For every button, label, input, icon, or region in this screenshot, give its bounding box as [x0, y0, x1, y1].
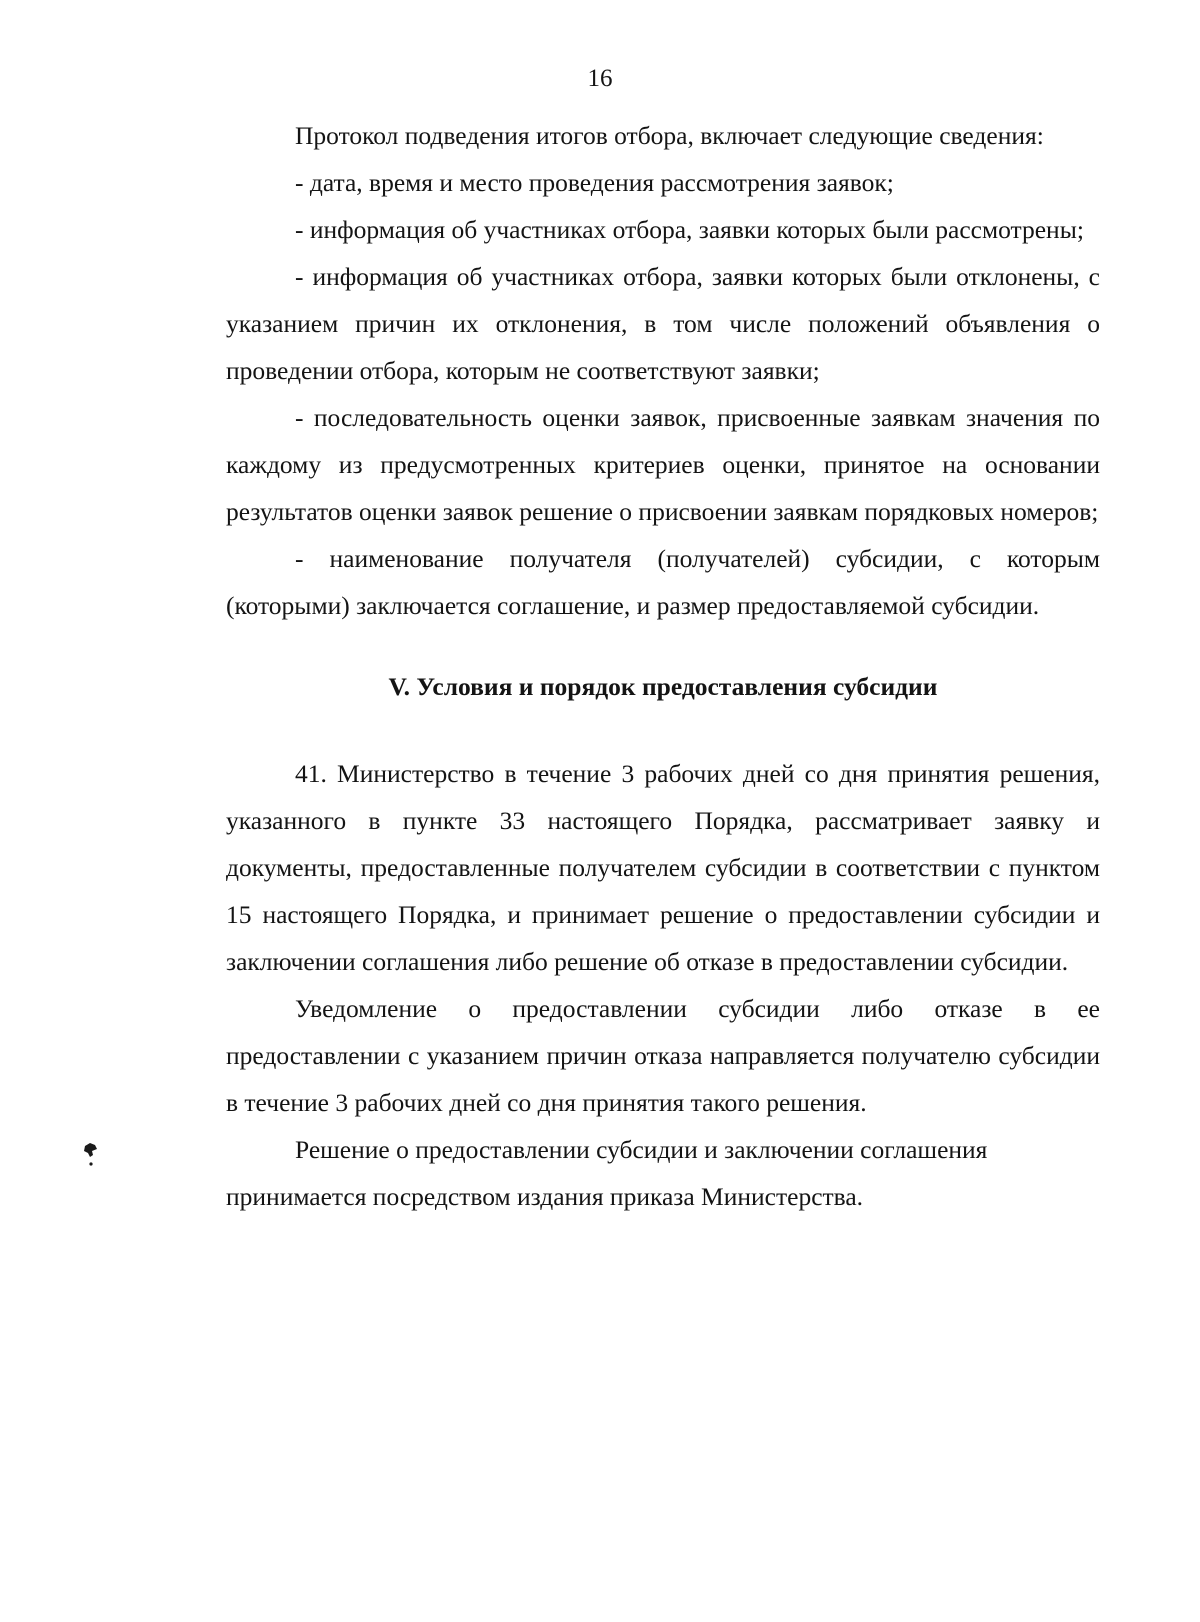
page-number: 16 [587, 65, 613, 92]
list-item-date-time-place: - дата, время и место проведения рассмотрения заявок; [295, 168, 894, 197]
scan-speck-mark [82, 1142, 98, 1168]
document-body [226, 112, 1100, 1220]
list-item-considered-participants: - информация об участниках отбора, заявки которых были рассмотрены; [295, 215, 1084, 244]
paragraph-notification: Уведомление о предоставлении субсидии либо отказе в ее предоставлении с указанием причин отказа направляется получателю субсидии в течение 3 рабочих дней со дня принятия такого решения. [226, 994, 1100, 1117]
list-item-evaluation-sequence: - последовательность оценки заявок, присвоенные заявкам значения по каждому из предусмотренных критериев оценки, принятое на основании результатов оценки заявок решение о присвоении заявкам порядковых номеров; [226, 403, 1100, 526]
list-item-rejected-participants: - информация об участниках отбора, заявки которых были отклонены, с указанием причин их отклонения, в том числе положений объявления о проведении отбора, которым не соответствуют заявки; [226, 262, 1100, 385]
section-heading: V. Условия и порядок предоставления субсидии [388, 672, 938, 701]
paragraph-protocol: Протокол подведения итогов отбора, включает следующие сведения: [295, 121, 1044, 150]
paragraph-decision: Решение о предоставлении субсидии и заключении соглашения принимается посредством издания приказа Министерства. [226, 1135, 988, 1211]
list-item-subsidy-recipient: - наименование получателя (получателей) субсидии, с которым (которыми) заключается соглашение, и размер предоставляемой субсидии. [226, 544, 1100, 620]
paragraph-41: 41. Министерство в течение 3 рабочих дней со дня принятия решения, указанного в пункте 33 настоящего Порядка, рассматривает заявку и документы, предоставленные получателем субсидии в соответствии с пунктом 15 настоящего Порядка, и принимает решение о предоставлении субсидии и заключении соглашения либо решение об отказе в предоставлении субсидии. [226, 759, 1100, 976]
